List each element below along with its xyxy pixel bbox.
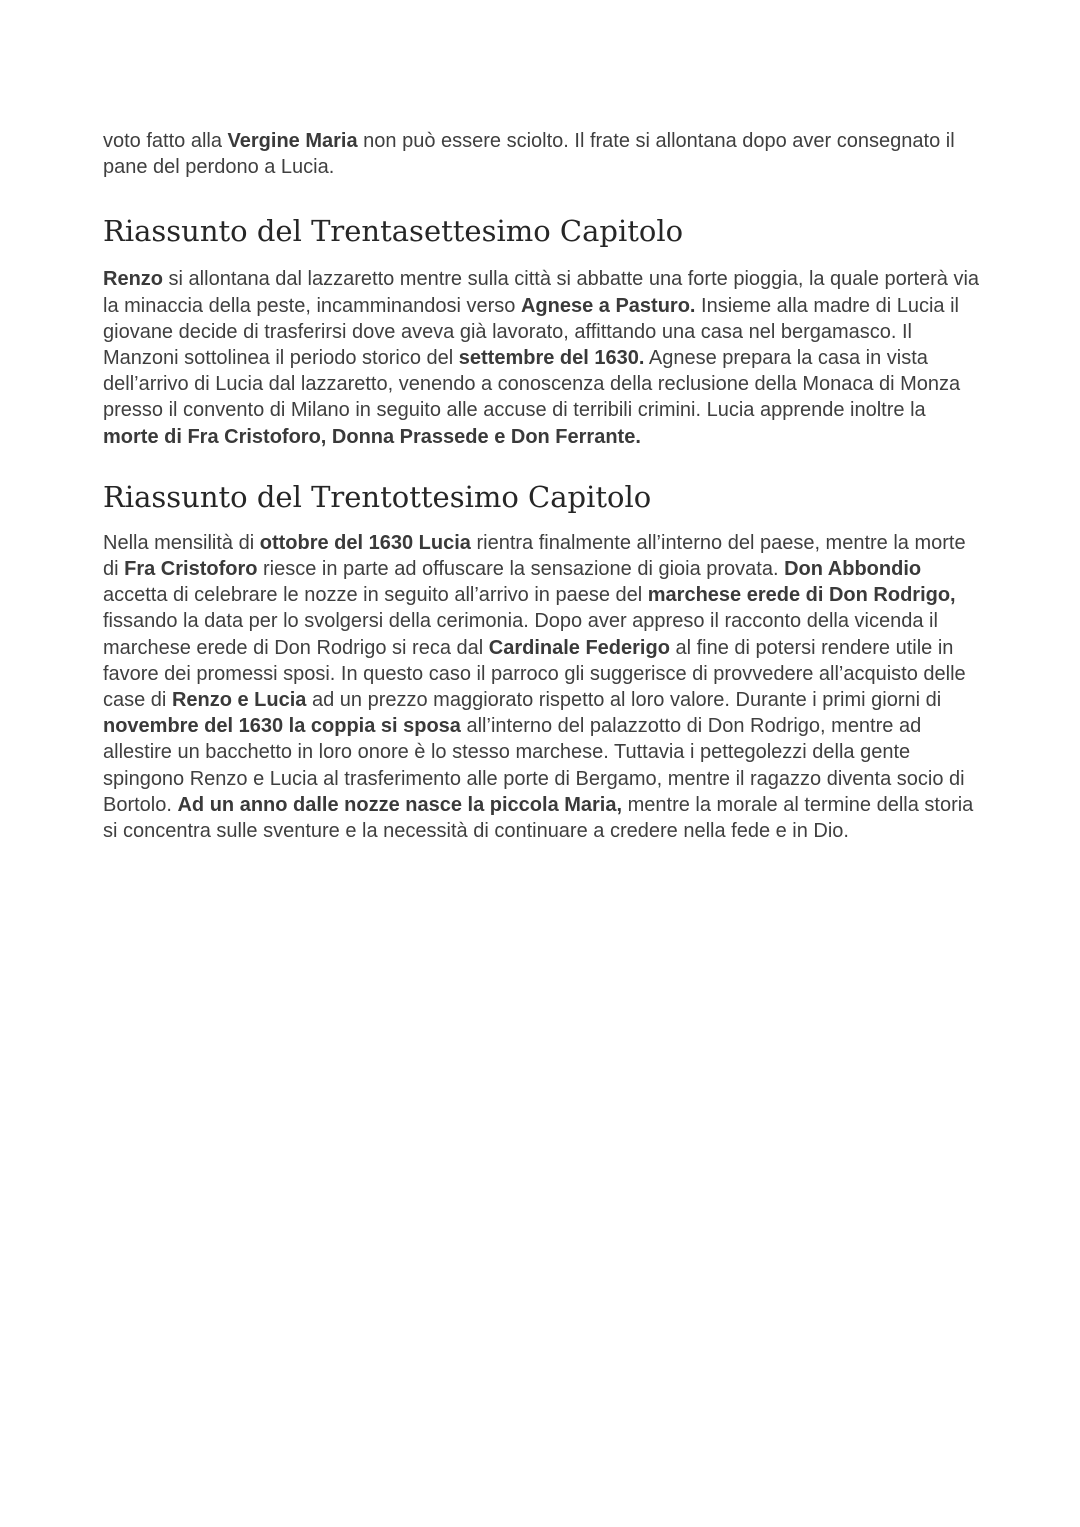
bold-text-run: settembre del 1630. [458, 347, 645, 370]
text-run: ad un prezzo maggiorato rispetto al loro valore. Durante i primi giorni di [306, 689, 942, 712]
chapter-38-paragraph [103, 530, 983, 844]
text-run: al fine di potersi rendere utile in favore dei promessi sposi. In questo caso il parroco gli suggerisce di provvedere all’acquisto delle case di [103, 636, 966, 712]
text-run: fissando la data per lo svolgersi della cerimonia. Dopo aver appreso il racconto della vicenda il marchese erede di Don Rodrigo si reca dal [103, 610, 938, 659]
chapter-37-paragraph [103, 266, 983, 449]
intro-paragraph [103, 128, 983, 180]
bold-text-run: Renzo [103, 268, 163, 291]
bold-text-run: ottobre del 1630 Lucia [259, 531, 471, 554]
text-run: Agnese prepara la casa in vista dell’arrivo di Lucia dal lazzaretto, venendo a conoscenza della reclusione della Monaca di Monza presso il convento di Milano in seguito alle accuse di terribili crimini. Lucia apprende inoltre la [103, 347, 961, 422]
bold-text-run: marchese erede di Don Rodrigo, [647, 584, 956, 607]
bold-text-run: Cardinale Federigo [488, 636, 670, 659]
bold-text-run: Don Abbondio [784, 558, 922, 581]
bold-text-run: Renzo e Lucia [171, 689, 307, 712]
bold-text-run: novembre del 1630 la coppia si sposa [103, 715, 461, 738]
bold-text-run: Fra Cristoforo [124, 558, 258, 581]
chapter-38-heading: Riassunto del Trentottesimo Capitolo [103, 479, 652, 514]
text-run: accetta di celebrare le nozze in seguito all’arrivo in paese del [103, 584, 648, 607]
text-run: rientra finalmente all’interno del paese, mentre la morte di [103, 531, 966, 581]
text-run: voto fatto alla [103, 130, 228, 152]
bold-text-run: Vergine Maria [227, 130, 358, 152]
text-run: mentre la morale al termine della storia si concentra sulle sventure e la necessità di continuare a credere nella fede e in Dio. [103, 793, 974, 843]
text-run: Nella mensilità di [103, 531, 260, 554]
chapter-37-heading: Riassunto del Trentasettesimo Capitolo [103, 214, 684, 249]
text-run: riesce in parte ad offuscare la sensazione di gioia provata. [257, 558, 785, 581]
text-run: all’interno del palazzotto di Don Rodrigo, mentre ad allestire un bacchetto in loro onore è lo stesso marchese. Tuttavia i pettegolezzi della gente spingono Renzo e Lucia al trasferimento alle porte di Bergamo, mentre il ragazzo diventa socio di Bortolo. [103, 715, 965, 816]
text-run: non può essere sciolto. Il frate si allontana dopo aver consegnato il pane del perdono a Lucia. [103, 130, 955, 179]
bold-text-run: Agnese a Pasturo. [520, 294, 696, 317]
document-page [103, 128, 983, 844]
text-run: si allontana dal lazzaretto mentre sulla città si abbatte una forte pioggia, la quale porterà via la minaccia della peste, incamminandosi verso [103, 268, 980, 317]
bold-text-run: morte di Fra Cristoforo, Donna Prassede e Don Ferrante. [103, 425, 641, 448]
text-run: Insieme alla madre di Lucia il giovane decide di trasferirsi dove aveva già lavorato, affittando una casa nel bergamasco. Il Manzoni sottolinea il periodo storico del [103, 294, 959, 370]
bold-text-run: Ad un anno dalle nozze nasce la piccola Maria, [177, 793, 623, 816]
